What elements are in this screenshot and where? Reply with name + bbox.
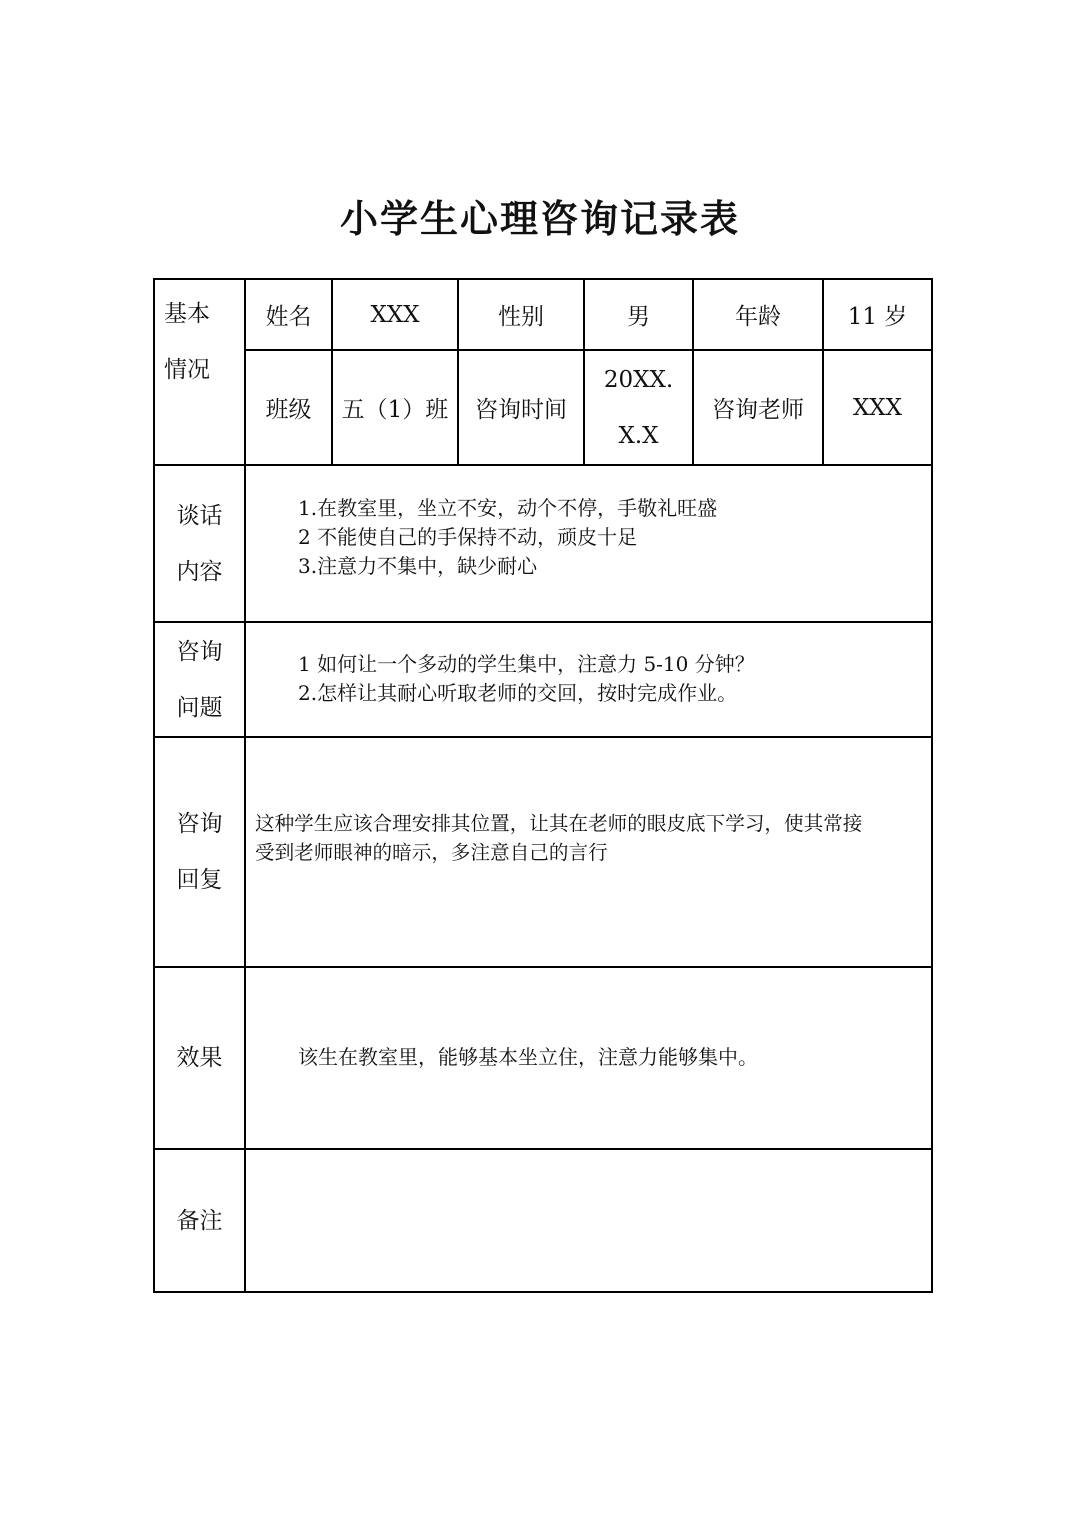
effect-label: 效果 <box>176 1045 223 1071</box>
consult-teacher-value: XXX <box>852 394 903 421</box>
name-label: 姓名 <box>265 304 312 330</box>
consult-question-text: 1 如何让一个多动的学生集中，注意力 5-10 分钟？ 2.怎样让其耐心听取老师的交回，按时完成作业。 <box>298 652 755 705</box>
consult-reply-label: 咨询 回复 <box>176 811 223 893</box>
gender-value: 男 <box>627 304 650 330</box>
consult-time-label: 咨询时间 <box>475 397 567 423</box>
basic-info-label: 基本 情况 <box>164 301 210 383</box>
consult-time-value: 20XX. X.X <box>603 366 674 449</box>
consult-question-label: 咨询 问题 <box>176 638 223 721</box>
consult-reply-text: 这种学生应该合理安排其位置，让其在老师的眼皮底下学习，使其常接 受到老师眼神的暗示，多注意自己的言行 <box>255 812 863 864</box>
remarks-label: 备注 <box>176 1207 223 1234</box>
gender-label: 性别 <box>498 304 544 330</box>
remarks-text <box>260 1160 920 1280</box>
age-value: 11 岁 <box>847 304 908 330</box>
page-title: 小学生心理咨询记录表 <box>339 196 740 241</box>
talk-content-text: 1.在教室里，坐立不安，动个不停，手敬礼旺盛 2 不能使自己的手保持不动，顽皮十足 3.注意力不集中，缺少耐心 <box>298 496 718 578</box>
consult-teacher-label: 咨询老师 <box>712 397 804 423</box>
name-value: XXX <box>370 301 420 328</box>
class-label: 班级 <box>265 397 312 423</box>
effect-text: 该生在教室里，能够基本坐立住，注意力能够集中。 <box>298 1045 758 1069</box>
class-value: 五（1）班 <box>341 397 449 423</box>
talk-content-label: 谈话 内容 <box>176 502 223 585</box>
age-label: 年龄 <box>735 304 781 330</box>
